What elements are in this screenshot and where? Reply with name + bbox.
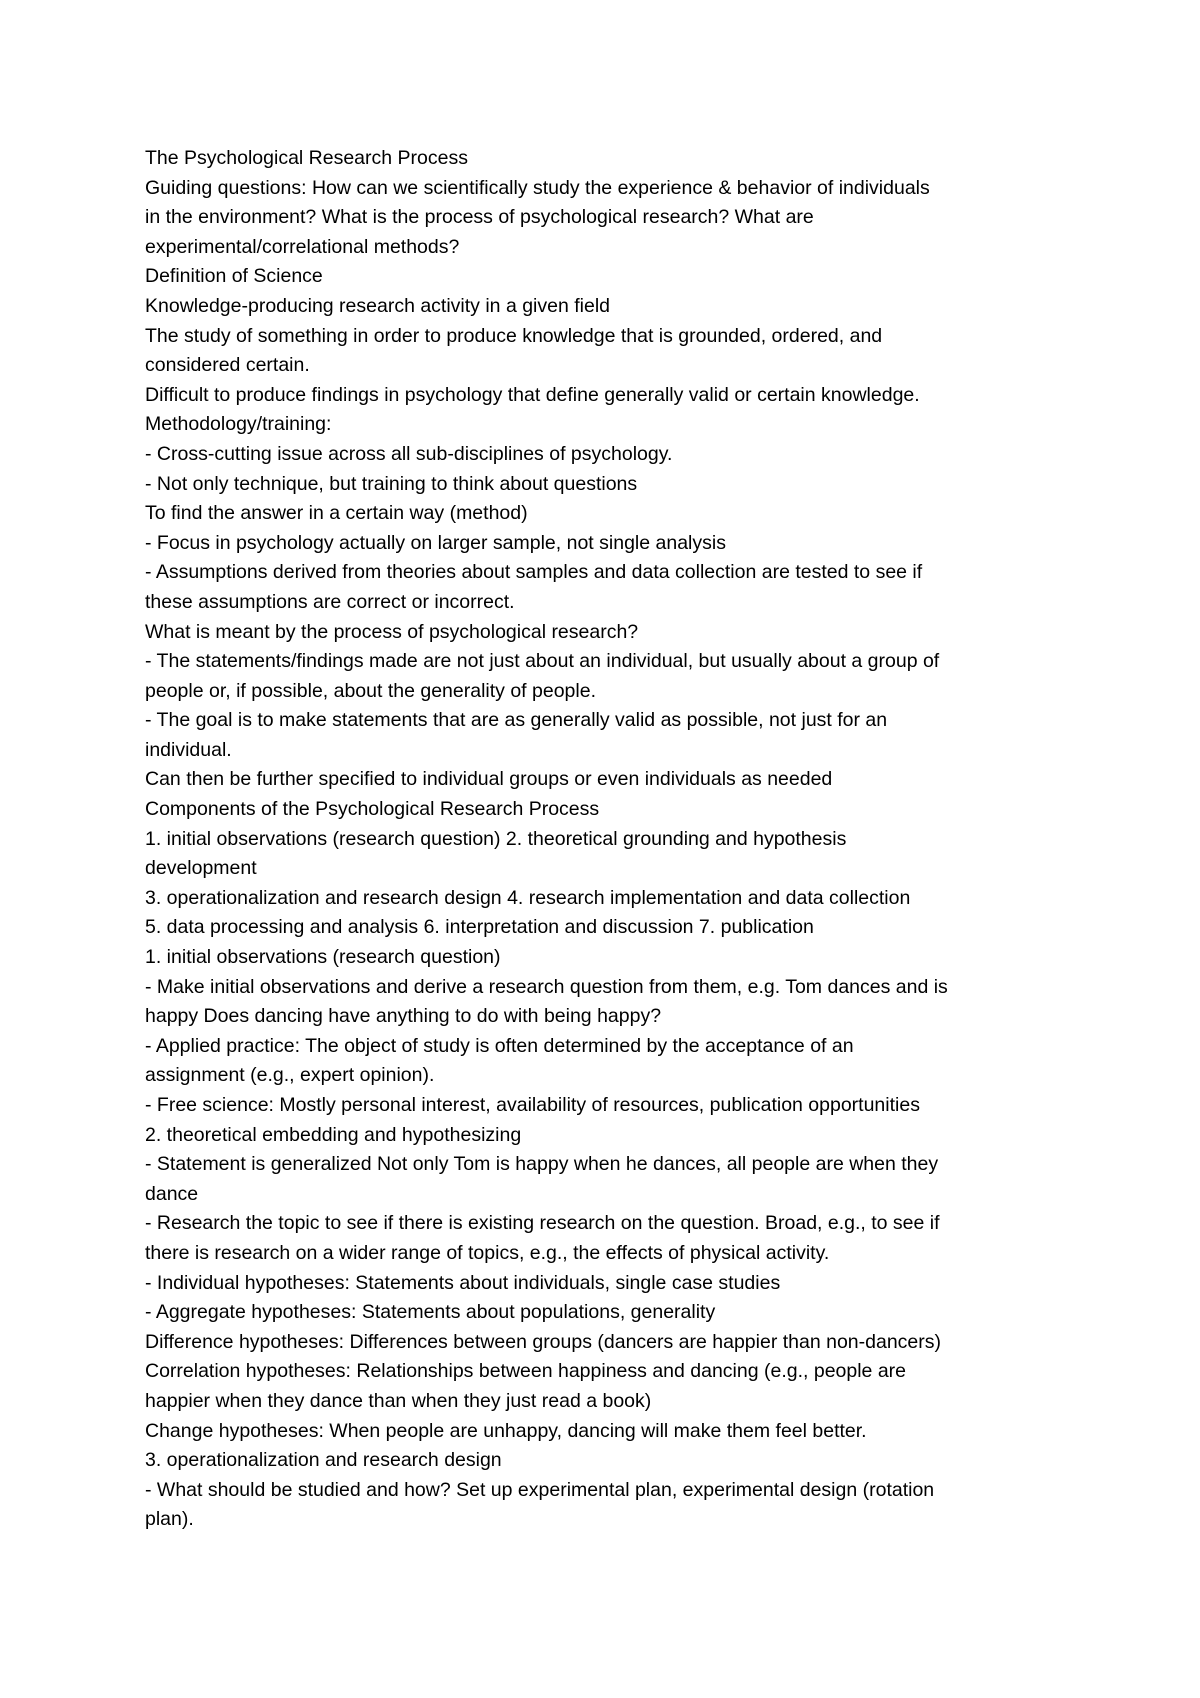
document-line: 3. operationalization and research design 4. research implementation and data collection [145, 886, 911, 909]
document-line: Correlation hypotheses: Relationships between happiness and dancing (e.g., people are [145, 1360, 907, 1383]
document-body [145, 144, 1065, 1535]
document-line: - Focus in psychology actually on larger sample, not single analysis [145, 531, 726, 554]
document-line: dance [145, 1182, 199, 1205]
document-line: - Research the topic to see if there is existing research on the question. Broad, e.g., to see if [145, 1212, 940, 1235]
document-line: - Aggregate hypotheses: Statements about populations, generality [145, 1301, 716, 1324]
document-line: - Applied practice: The object of study is often determined by the acceptance of an [145, 1034, 854, 1057]
document-line: considered certain. [145, 354, 310, 377]
document-line: - What should be studied and how? Set up experimental plan, experimental design (rotation [145, 1478, 935, 1501]
document-line: Change hypotheses: When people are unhappy, dancing will make them feel better. [145, 1419, 867, 1442]
document-line: Difference hypotheses: Differences between groups (dancers are happier than non-dancers) [145, 1330, 942, 1353]
document-line: 1. initial observations (research question) 2. theoretical grounding and hypothesis [145, 827, 847, 850]
document-line: To find the answer in a certain way (method) [145, 502, 528, 525]
document-line: Components of the Psychological Research Process [145, 798, 600, 821]
document-line: these assumptions are correct or incorrect. [145, 590, 515, 613]
document-line: there is research on a wider range of topics, e.g., the effects of physical activity. [145, 1241, 830, 1264]
document-line: - The goal is to make statements that are as generally valid as possible, not just for an [145, 709, 888, 732]
document-line: - Individual hypotheses: Statements about individuals, single case studies [145, 1271, 781, 1294]
document-line: Guiding questions: How can we scientifically study the experience & behavior of individuals [145, 176, 930, 199]
document-line: What is meant by the process of psychological research? [145, 620, 639, 643]
document-line: Methodology/training: [145, 413, 332, 436]
document-line: - Cross-cutting issue across all sub-disciplines of psychology. [145, 442, 673, 465]
document-line: Knowledge-producing research activity in a given field [145, 294, 611, 317]
document-line: 2. theoretical embedding and hypothesizing [145, 1123, 522, 1146]
document-line: 3. operationalization and research design [145, 1449, 502, 1472]
document-line: assignment (e.g., expert opinion). [145, 1064, 435, 1087]
document-line: development [145, 857, 257, 880]
document-line: The study of something in order to produce knowledge that is grounded, ordered, and [145, 324, 883, 347]
document-line: 5. data processing and analysis 6. interpretation and discussion 7. publication [145, 916, 814, 939]
document-line: in the environment? What is the process of psychological research? What are [145, 206, 814, 229]
document-line: Definition of Science [145, 265, 323, 288]
document-line: The Psychological Research Process [145, 147, 468, 169]
document-line: people or, if possible, about the generality of people. [145, 679, 596, 702]
document-line: Difficult to produce findings in psychology that define generally valid or certain knowledge. [145, 383, 920, 406]
document-line: 1. initial observations (research question) [145, 946, 501, 969]
document-line: Can then be further specified to individual groups or even individuals as needed [145, 768, 833, 791]
document-line: - Free science: Mostly personal interest, availability of resources, publication opportunities [145, 1094, 920, 1116]
document-line: happy Does dancing have anything to do with being happy? [145, 1005, 662, 1028]
document-line: individual. [145, 738, 232, 761]
document-line: - Statement is generalized Not only Tom is happy when he dances, all people are when they [145, 1153, 939, 1176]
document-line: experimental/correlational methods? [145, 235, 460, 258]
document-line: - Assumptions derived from theories about samples and data collection are tested to see if [145, 561, 923, 584]
document-line: - The statements/findings made are not just about an individual, but usually about a group of [145, 650, 940, 673]
document-line: plan). [145, 1508, 194, 1531]
document-line: happier when they dance than when they just read a book) [145, 1389, 652, 1412]
document-line: - Not only technique, but training to think about questions [145, 472, 638, 495]
document-line: - Make initial observations and derive a research question from them, e.g. Tom dances and is [145, 975, 948, 998]
